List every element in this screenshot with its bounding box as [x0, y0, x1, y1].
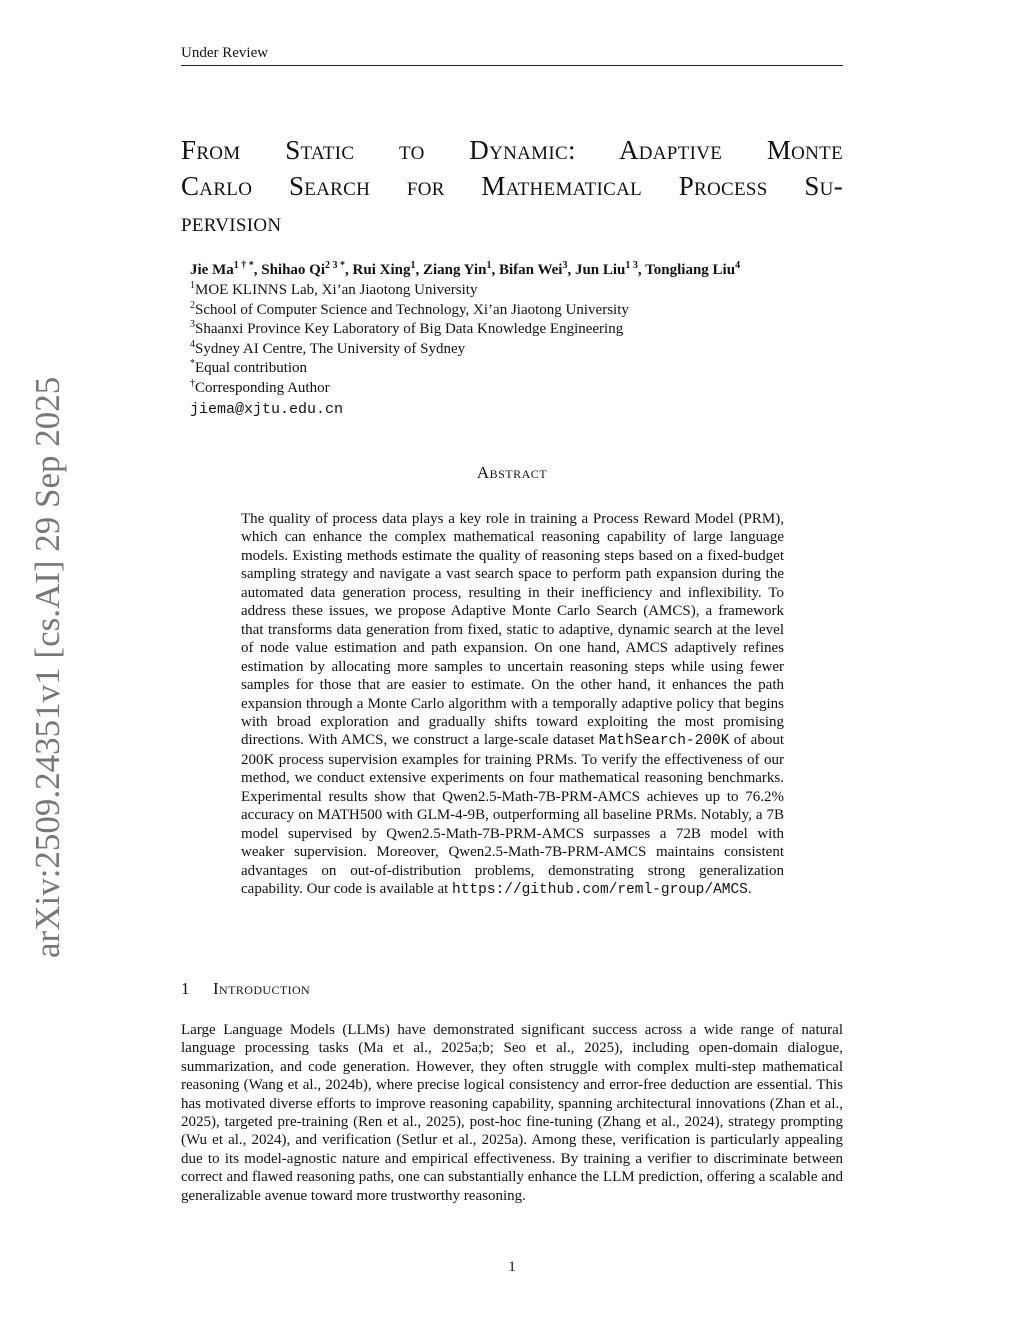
abstract-heading: Abstract	[476, 463, 548, 482]
affiliation-list	[190, 281, 850, 419]
author-name: Rui Xing	[352, 262, 411, 278]
author-name: Shihao Qi	[261, 262, 326, 278]
author-name: Jun Liu	[574, 262, 626, 278]
author-affil-mark: 1 3	[625, 260, 638, 271]
section-heading-introduction	[181, 978, 843, 1000]
affiliation: $^2$School of Computer Science and Technology, Xi’an Jiaotong University	[190, 299, 629, 318]
author-name: Bifan Wei	[498, 262, 563, 278]
arxiv-stamp: arXiv:2509.24351v1 [cs.AI] 29 Sep 2025	[28, 376, 67, 958]
footnote-corresponding-author: †Corresponding Author	[190, 377, 330, 396]
affiliation: $^1$MOE KLINNS Lab, Xi’an Jiaotong University	[190, 280, 478, 298]
author-affil-mark: 1 † *	[233, 260, 254, 271]
dataset-name: MathSearch-200K	[598, 733, 730, 750]
footnote-equal-contribution: *Equal contribution	[190, 358, 308, 377]
section-number: 1	[181, 979, 190, 998]
paper-title	[181, 132, 843, 240]
header-rule	[181, 65, 843, 66]
title-line-2: Carlo Search for Mathematical Process Su-	[181, 171, 843, 201]
contact-email[interactable]: jiema@xjtu.edu.cn	[190, 400, 344, 418]
author-affil-mark: 2 3 *	[325, 260, 346, 271]
author-name: Ziang Yin	[422, 262, 487, 278]
section-title: Introduction	[213, 979, 311, 998]
author-list: Jie $Ma^{1 \dagger *}$, Shihao $Qi^{2 3 *}$, Rui Xing$^1$, Ziang Yin$^1$, Bifan Wei$^3$, Jun Liu$^{1 3}$, Tongliang Liu$^4$	[190, 260, 741, 278]
author-affil-mark: 1	[410, 260, 416, 271]
page-number: 1	[508, 1259, 516, 1275]
author-name: Jie Ma	[190, 262, 234, 278]
title-line-3: pervision	[181, 207, 282, 237]
author-name: Tongliang Liu	[645, 262, 736, 278]
author-affil-mark: 4	[735, 260, 741, 271]
running-header: Under Review	[181, 45, 269, 61]
affiliation: $^4$Sydney AI Centre, The University of Sydney	[190, 338, 466, 357]
author-affil-mark: 3	[562, 260, 568, 271]
title-line-1: From Static to Dynamic: Adaptive Monte	[181, 135, 843, 165]
author-affil-mark: 1	[486, 260, 492, 271]
code-link[interactable]: https://github.com/reml-group/AMCS	[452, 882, 748, 899]
affiliation: $^3$Shaanxi Province Key Laboratory of Big Data Knowledge Engineering	[190, 319, 624, 338]
abstract-text: The quality of process data plays a key role in training a Process Reward Model (PRM), which can enhance the complex mathematical reasoning capability of large language models. Existing methods estimate the quality of reasoning steps based on a fixed-budget sampling strategy and navigate a vast search space to perform path expansion during the automated data generation process, resulting in their inefficiency and inflexibility. To address these issues, we propose Adaptive Monte Carlo Search (AMCS), a framework that transforms data generation from fixed, static to adaptive, dynamic search at the level of node value estimation and path expansion. On one hand, AMCS adaptively refines estimation by allocating more samples to uncertain reasoning steps while using fewer samples for those that are easier to estimate. On the other hand, it enhances the path expansion through a Monte Carlo algorithm with a temporally adaptive policy that begins with broad exploration and gradually shifts toward exploiting the most promising directions. With AMCS, we construct a large-scale dataset MathSearch-200K of about 200K process supervision examples for training PRMs. To verify the effectiveness of our method, we conduct extensive experiments on four mathematical reasoning benchmarks. Experimental results show that Qwen2.5-Math-7B-PRM-AMCS achieves up to 76.2% accuracy on MATH500 with GLM-4-9B, outperforming all baseline PRMs. Notably, a 7B model supervised by Qwen2.5-Math-7B-PRM-AMCS surpasses a 72B model with weaker supervision. Moreover, Qwen2.5-Math-7B-PRM-AMCS maintains consistent advantages on out-of-distribution problems, demonstrating strong generalization capability. Our code is available at https://github.com/reml-group/AMCS.	[241, 511, 785, 899]
introduction-paragraph: Large Language Models (LLMs) have demonstrated significant success across a wide range of natural language processing tasks (Ma et al., 2025a;b; Seo et al., 2025), including open-domain dialogue, summarization, and code generation. However, they often struggle with complex multi-step mathematical reasoning (Wang et al., 2024b), where precise logical consistency and error-free deduction are essential. This has motivated diverse efforts to improve reasoning capability, spanning architectural innovations (Zhan et al., 2025), targeted pre-training (Ren et al., 2025), post-hoc fine-tuning (Zhang et al., 2024), strategy prompting (Wu et al., 2024), and verification (Setlur et al., 2025a). Among these, verification is particularly appealing due to its model-agnostic nature and empirical effectiveness. By training a verifier to discriminate between correct and flawed reasoning paths, one can substantially enhance the LLM prediction, offering a scalable and generalizable avenue toward more trustworthy reasoning.	[181, 1022, 843, 1204]
